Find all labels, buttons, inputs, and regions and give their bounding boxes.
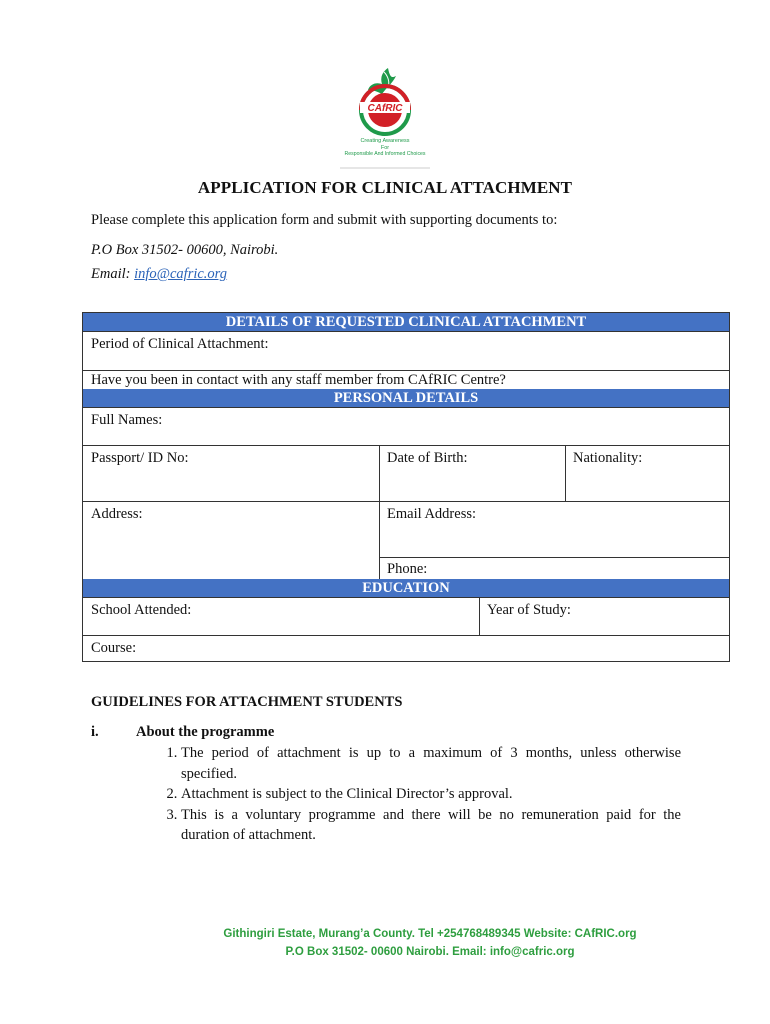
footer-contact-line-2: P.O Box 31502- 00600 Nairobi. Email: info@cafric.org [285,946,575,958]
passport-field[interactable] [83,445,379,501]
intro-text: Please complete this application form and submit with supporting documents to: [91,212,558,228]
guidelines-subtitle: About the programme [136,724,275,740]
list-item: 1. The period of attachment is up to a maximum of 3 months, unless otherwise specified. [181,743,681,784]
logo-tagline-2: For [380,145,390,151]
email-address-label: Email Address: [387,506,477,522]
email-line [91,266,227,283]
full-names-field[interactable] [83,407,729,445]
email-link[interactable]: info@cafric.org [134,266,228,282]
email-label: Email: [91,266,135,282]
section-header-requested: DETAILS OF REQUESTED CLINICAL ATTACHMENT [83,313,729,331]
contact-question-label: Have you been in contact with any staff member from CAfRIC Centre? [91,372,506,388]
school-field[interactable] [83,597,479,635]
section-header-education: EDUCATION [83,579,729,597]
footer-contact-line-1: Githingiri Estate, Murang’a County. Tel +254768489345 Website: CAfRIC.org [223,928,637,940]
list-item: 3. This is a voluntary programme and there will be no remuneration paid for the duration of attachment. [181,805,681,846]
phone-field[interactable] [379,557,729,579]
contact-question-field[interactable] [83,370,729,389]
divider [479,597,480,635]
logo-tagline-1: Creating Awareness [360,138,410,144]
dob-field[interactable] [379,445,565,501]
phone-label: Phone: [387,561,428,577]
period-label: Period of Clinical Attachment: [91,336,269,352]
logo-brand: CAfRIC [367,103,403,114]
address-label: Address: [91,506,143,522]
address-field[interactable] [83,501,379,579]
dob-label: Date of Birth: [387,450,468,466]
year-label: Year of Study: [487,602,571,618]
passport-label: Passport/ ID No: [91,450,189,466]
logo-tagline-3: Responsible And Informed Choices [344,151,426,157]
page-title: APPLICATION FOR CLINICAL ATTACHMENT [197,178,573,197]
guidelines-roman-numeral: i. [91,724,99,740]
full-names-label: Full Names: [91,412,163,428]
nationality-label: Nationality: [573,450,643,466]
divider [565,445,566,501]
period-field[interactable] [83,331,729,370]
postal-address: P.O Box 31502- 00600, Nairobi. [91,242,279,258]
year-field[interactable] [479,597,729,635]
school-label: School Attended: [91,602,192,618]
guidelines-title: GUIDELINES FOR ATTACHMENT STUDENTS [91,694,403,710]
guidelines-list [136,743,681,846]
application-form [82,312,730,662]
list-item: 2. Attachment is subject to the Clinical Director’s approval. [181,784,681,805]
section-header-personal: PERSONAL DETAILS [83,389,729,407]
email-address-field[interactable] [379,501,729,557]
course-field[interactable] [83,635,729,661]
cafric-logo [330,60,440,175]
nationality-field[interactable] [565,445,729,501]
course-label: Course: [91,640,137,656]
divider [379,445,380,579]
